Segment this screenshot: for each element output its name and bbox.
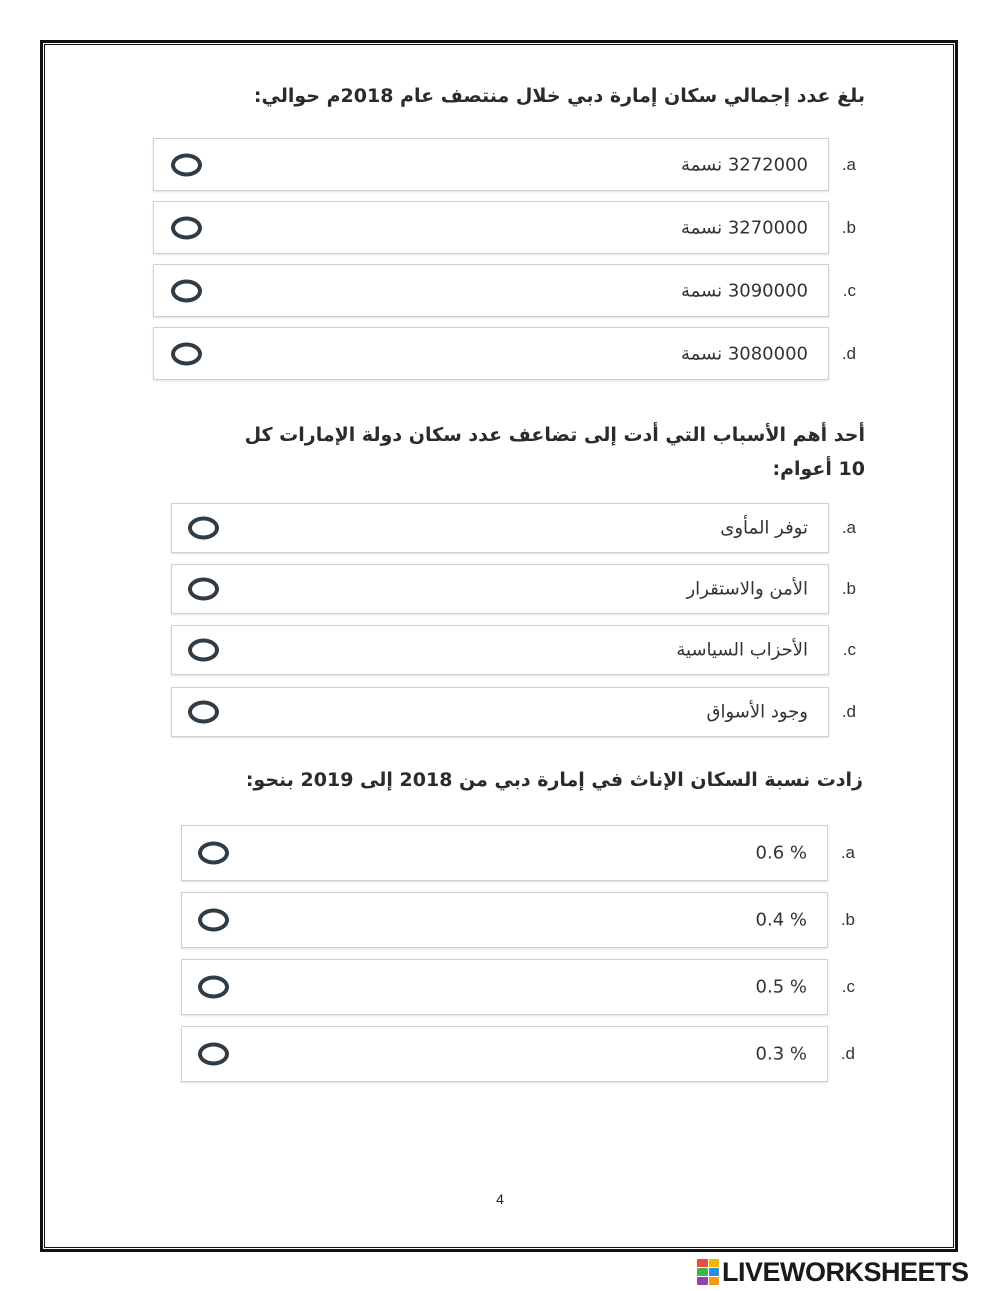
question-3-option-d[interactable]: [181, 1026, 855, 1082]
question-2-line-2: 10 أعوام:: [772, 458, 865, 480]
radio-icon[interactable]: [188, 517, 219, 540]
radio-icon[interactable]: [198, 842, 229, 865]
option-letter: .b: [840, 910, 855, 929]
option-text: % 0.3: [755, 1043, 807, 1065]
option-text: 3272000 نسمة: [680, 154, 808, 175]
option-letter: .d: [840, 1044, 855, 1063]
option-letter: .b: [841, 217, 856, 237]
option-text: % 0.6: [755, 842, 807, 864]
option-letter: .d: [841, 343, 856, 363]
question-2-option-a[interactable]: [171, 503, 856, 553]
option-text: الأحزاب السياسية: [676, 639, 808, 661]
option-text: % 0.4: [755, 909, 807, 931]
option-text: توفر المأوى: [720, 517, 808, 539]
radio-icon[interactable]: [198, 909, 229, 932]
option-text: وجود الأسواق: [706, 701, 808, 723]
option-letter: .c: [842, 640, 856, 659]
option-text: الأمن والاستقرار: [686, 578, 808, 600]
radio-icon[interactable]: [171, 216, 202, 239]
logo-text: LIVEWORKSHEETS: [722, 1256, 969, 1287]
question-2-option-c[interactable]: [171, 625, 856, 675]
question-3-option-b[interactable]: [181, 892, 855, 948]
radio-icon[interactable]: [198, 976, 229, 999]
radio-icon[interactable]: [171, 279, 202, 302]
question-2-text: [145, 418, 865, 486]
radio-icon[interactable]: [188, 701, 219, 724]
radio-icon[interactable]: [198, 1043, 229, 1066]
radio-icon[interactable]: [171, 153, 202, 176]
question-1-option-d[interactable]: [153, 327, 856, 380]
liveworksheets-logo[interactable]: [697, 1257, 997, 1287]
question-3-text: زادت نسبة السكان الإناث في إمارة دبي من 2018 إلى 2019 بنحو:: [245, 769, 863, 791]
question-2-option-d[interactable]: [171, 687, 856, 737]
question-3-option-c[interactable]: [181, 959, 855, 1015]
option-letter: .a: [841, 518, 856, 537]
question-1-option-c[interactable]: [153, 264, 856, 317]
radio-icon[interactable]: [188, 578, 219, 601]
question-3-option-a[interactable]: [181, 825, 855, 881]
option-letter: .a: [840, 843, 855, 862]
question-2-line-1: أحد أهم الأسباب التي أدت إلى تضاعف عدد سكان دولة الإمارات كل: [244, 424, 865, 446]
question-2-option-b[interactable]: [171, 564, 856, 614]
option-letter: .b: [841, 579, 856, 598]
option-letter: .a: [841, 154, 856, 174]
radio-icon[interactable]: [188, 639, 219, 662]
question-1-text: بلغ عدد إجمالي سكان إمارة دبي خلال منتصف عام 2018م حوالي:: [253, 85, 865, 107]
question-1-option-b[interactable]: [153, 201, 856, 254]
logo-icon: [697, 1259, 719, 1285]
question-1-option-a[interactable]: [153, 138, 856, 191]
option-letter: .c: [842, 280, 856, 300]
option-text: % 0.5: [755, 976, 807, 998]
option-letter: .d: [841, 702, 856, 721]
option-text: 3270000 نسمة: [680, 217, 808, 238]
page-number: 4: [496, 1191, 504, 1207]
option-text: 3080000 نسمة: [680, 343, 808, 364]
radio-icon[interactable]: [171, 342, 202, 365]
option-letter: .c: [841, 977, 855, 996]
option-text: 3090000 نسمة: [680, 280, 808, 301]
